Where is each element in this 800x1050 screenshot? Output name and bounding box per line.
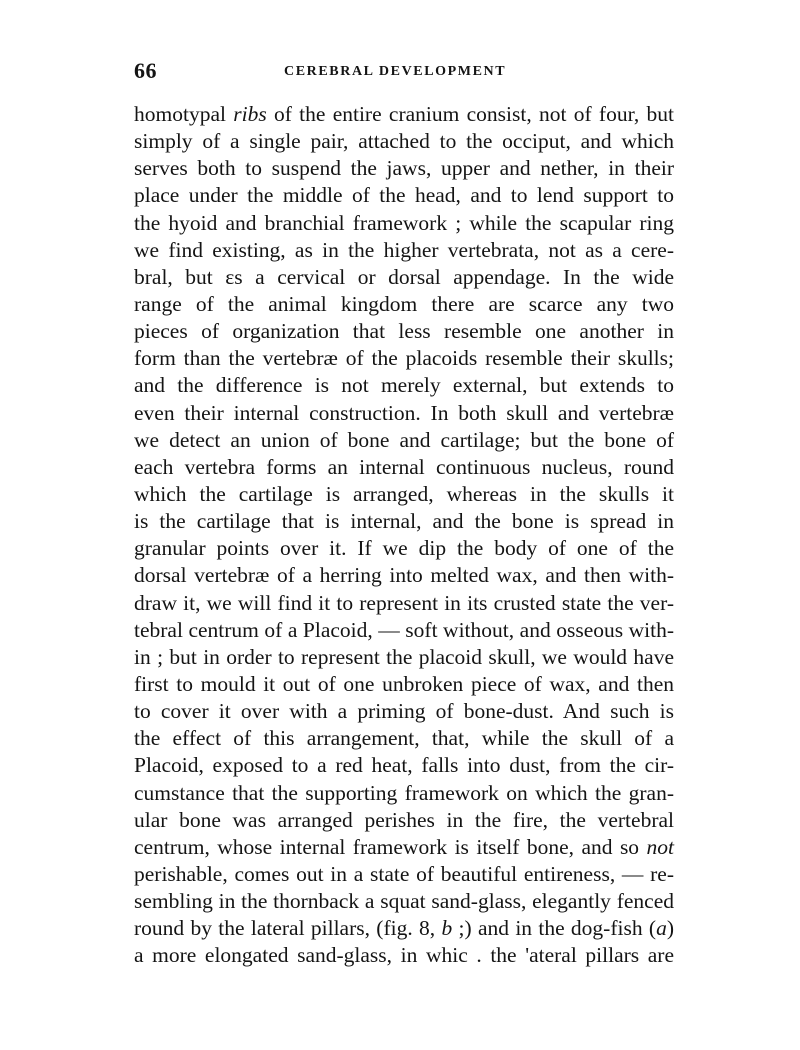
text-line: [134, 752, 674, 779]
text-line: [134, 481, 674, 508]
text-segment: ular bone was arranged perishes in the fire, the vertebral: [134, 807, 674, 832]
text-segment: range of the animal kingdom there are scarce any two: [134, 291, 674, 316]
text-segment: in ; but in order to represent the placoid skull, we would have: [134, 644, 674, 669]
text-line: [134, 400, 674, 427]
text-segment: to cover it over with a priming of bone-dust. And such is: [134, 699, 674, 724]
italic-text: a: [656, 916, 667, 941]
text-segment: homotypal: [134, 102, 234, 126]
text-line: [134, 780, 674, 807]
text-segment: is the cartilage that is internal, and the bone is spread in: [134, 509, 674, 534]
text-line: [134, 671, 674, 698]
body-text: [134, 101, 674, 970]
text-segment: centrum, whose internal framework is itself bone, and so: [134, 834, 647, 859]
text-line: [134, 888, 674, 915]
text-line: [134, 155, 674, 182]
text-segment: and the difference is not merely external, but extends to: [134, 373, 674, 398]
italic-text: not: [646, 834, 674, 859]
text-segment: ): [666, 916, 674, 941]
text-segment: ;) and in the dog-fish (: [452, 916, 657, 941]
text-line: [134, 861, 674, 888]
text-line: [134, 617, 674, 644]
text-line: [134, 698, 674, 725]
text-segment: serves both to suspend the jaws, upper and nether, in their: [134, 156, 674, 181]
text-line: [134, 210, 674, 237]
text-segment: simply of a single pair, attached to the occiput, and which: [134, 129, 674, 154]
text-line: [134, 237, 674, 264]
text-segment: first to mould it out of one unbroken piece of wax, and then: [134, 671, 674, 696]
text-segment: dorsal vertebræ of a herring into melted wax, and then with-: [134, 563, 674, 588]
text-line: [134, 535, 674, 562]
text-line: [134, 372, 674, 399]
text-line: [134, 182, 674, 209]
text-segment: pieces of organization that less resemble one another in: [134, 319, 674, 344]
text-segment: bral, but ɛs a cervical or dorsal appendage. In the wide: [134, 264, 674, 289]
running-head: CEREBRAL DEVELOPMENT: [284, 64, 507, 79]
text-line: [134, 508, 674, 535]
text-segment: the hyoid and branchial framework ; while the scapular ring: [134, 210, 674, 235]
text-line: [134, 590, 674, 617]
text-line: [134, 128, 674, 155]
text-segment: even their internal construction. In both skull and vertebræ: [134, 400, 674, 425]
text-line: [134, 345, 674, 372]
text-line: [134, 807, 674, 834]
text-segment: tebral centrum of a Placoid, — soft without, and osseous with-: [134, 617, 674, 642]
text-line: [134, 834, 674, 861]
text-line: [134, 427, 674, 454]
text-segment: cumstance that the supporting framework on which the gran-: [134, 780, 674, 805]
page-header: [134, 58, 664, 88]
text-segment: sembling in the thornback a squat sand-glass, elegantly fenced: [134, 889, 674, 914]
text-segment: round by the lateral pillars, (fig. 8,: [134, 916, 442, 941]
text-line: [134, 942, 674, 969]
text-line: [134, 318, 674, 345]
text-segment: granular points over it. If we dip the body of one of the: [134, 536, 674, 561]
text-line: [134, 264, 674, 291]
text-segment: a more elongated sand-glass, in whic . the 'ateral pillars are: [134, 943, 674, 968]
text-segment: Placoid, exposed to a red heat, falls into dust, from the cir-: [134, 753, 674, 778]
text-line: [134, 644, 674, 671]
page-number: 66: [134, 58, 157, 83]
text-line: [134, 454, 674, 481]
text-segment: the effect of this arrangement, that, while the skull of a: [134, 726, 674, 751]
text-line: [134, 101, 674, 128]
text-segment: place under the middle of the head, and to lend support to: [134, 183, 674, 208]
text-segment: perishable, comes out in a state of beautiful entireness, — re-: [134, 861, 674, 886]
text-segment: draw it, we will find it to represent in its crusted state the ver-: [134, 590, 674, 615]
text-segment: we find existing, as in the higher vertebrata, not as a cere-: [134, 237, 674, 262]
text-segment: which the cartilage is arranged, whereas in the skulls it: [134, 481, 674, 506]
text-line: [134, 291, 674, 318]
text-segment: of the entire cranium consist, not of four, but: [266, 102, 674, 126]
text-line: [134, 725, 674, 752]
italic-text: ribs: [233, 102, 267, 126]
text-line: [134, 562, 674, 589]
text-segment: form than the vertebræ of the placoids resemble their skulls;: [134, 346, 674, 371]
italic-text: b: [441, 916, 453, 941]
text-line: [134, 915, 674, 942]
text-segment: each vertebra forms an internal continuous nucleus, round: [134, 454, 674, 479]
text-segment: we detect an union of bone and cartilage; but the bone of: [134, 427, 674, 452]
